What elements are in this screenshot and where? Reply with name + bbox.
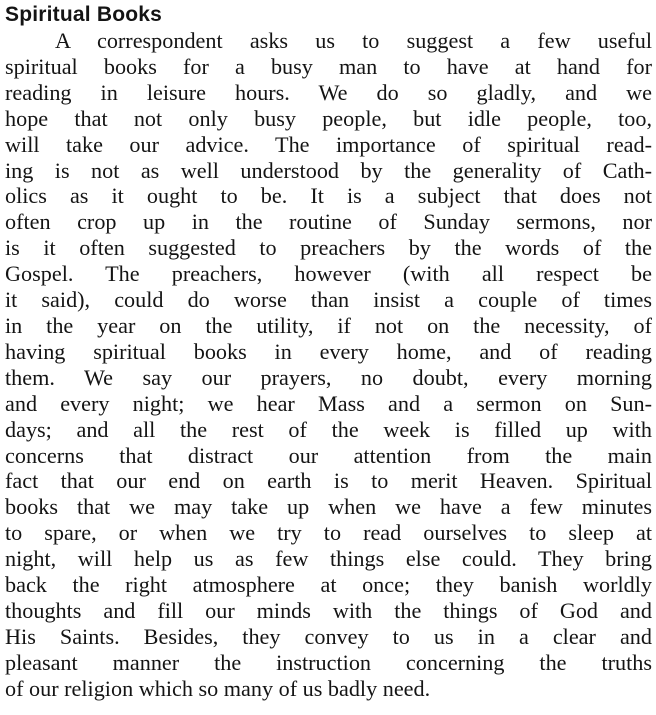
article-line: and every night; we hear Mass and a sermon on Sun- (5, 390, 652, 416)
article-line: spiritual books for a busy man to have at hand for (5, 53, 652, 79)
article-line: it said), could do worse than insist a couple of times (5, 287, 652, 313)
article-line: thoughts and fill our minds with the things of God and (5, 597, 652, 623)
article-line: fact that our end on earth is to merit Heaven. Spiritual (5, 468, 652, 494)
article-line: them. We say our prayers, no doubt, every morning (5, 364, 652, 390)
article-line: Gospel. The preachers, however (with all respect be (5, 261, 652, 287)
article-line: concerns that distract our attention from the main (5, 442, 652, 468)
article-line: olics as it ought to be. It is a subject that does not (5, 183, 652, 209)
article-line: in the year on the utility, if not on the necessity, of (5, 312, 652, 338)
article-line: having spiritual books in every home, and of reading (5, 338, 652, 364)
article-line: will take our advice. The importance of spiritual read- (5, 131, 652, 157)
article-line: night, will help us as few things else could. They bring (5, 546, 652, 572)
article-line: reading in leisure hours. We do so gladly, and we (5, 79, 652, 105)
article-line: ing is not as well understood by the generality of Cath- (5, 157, 652, 183)
article-line: His Saints. Besides, they convey to us in a clear and (5, 623, 652, 649)
article-line: of our religion which so many of us badly need. (5, 675, 431, 701)
article-line: A correspondent asks us to suggest a few useful (55, 28, 652, 53)
article-line: books that we may take up when we have a few minutes (5, 494, 652, 520)
article-line: often crop up in the routine of Sunday sermons, nor (5, 209, 652, 235)
article-line: is it often suggested to preachers by the words of the (5, 235, 652, 261)
article-line: hope that not only busy people, but idle people, too, (5, 105, 652, 131)
article-line: pleasant manner the instruction concerning the truths (5, 649, 652, 675)
article-headline: Spiritual Books (5, 3, 163, 26)
article-line: back the right atmosphere at once; they banish worldly (5, 572, 652, 598)
article-body (5, 28, 652, 702)
article-line: days; and all the rest of the week is filled up with (5, 416, 652, 442)
article-line: to spare, or when we try to read ourselves to sleep at (5, 520, 652, 546)
